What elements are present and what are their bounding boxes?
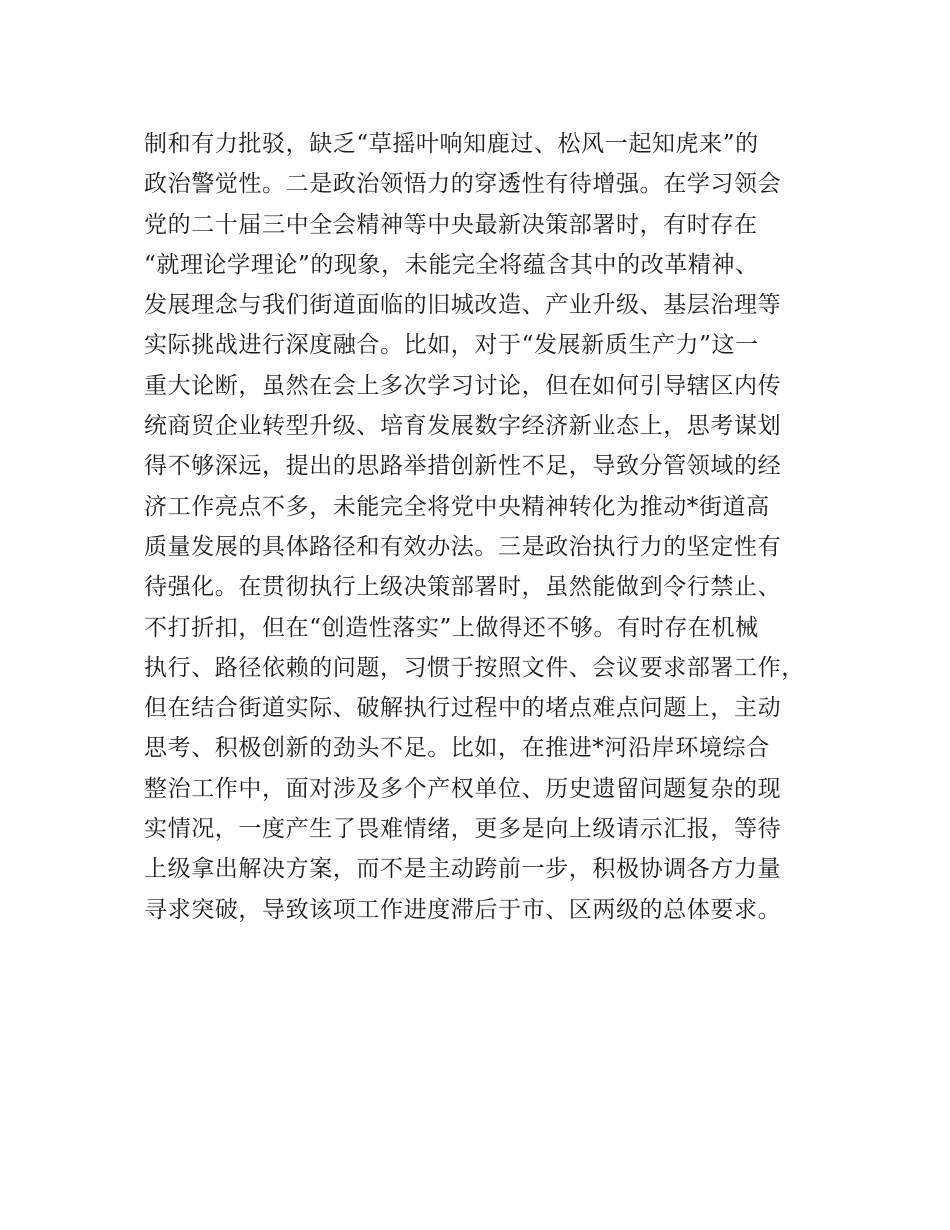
- text-line-7: 重大论断，虽然在会上多次学习讨论，但在如何引导辖区内传: [144, 372, 782, 399]
- text-line-2: 政治警觉性。二是政治领悟力的穿透性有待增强。在学习领会: [144, 171, 782, 198]
- text-line-19: 上级拿出解决方案，而不是主动跨前一步，积极协调各方力量: [144, 856, 782, 883]
- text-line-14: 执行、路径依赖的问题，习惯于按照文件、会议要求部署工作，: [144, 654, 805, 681]
- text-line-16: 思考、积极创新的劲头不足。比如，在推进*河沿岸环境综合: [144, 735, 770, 762]
- text-line-3: 党的二十届三中全会精神等中央最新决策部署时，有时存在: [144, 211, 758, 238]
- text-line-6: 实际挑战进行深度融合。比如，对于“发展新质生产力”这一: [144, 332, 759, 359]
- text-line-18: 实情况，一度产生了畏难情绪，更多是向上级请示汇报，等待: [144, 816, 782, 843]
- body-paragraph: [144, 124, 844, 930]
- text-line-8: 统商贸企业转型升级、培育发展数字经济新业态上，思考谋划: [144, 413, 782, 440]
- text-line-15: 但在结合街道实际、破解执行过程中的堵点难点问题上，主动: [144, 695, 782, 722]
- text-line-1: 制和有力批驳，缺乏“草摇叶响知鹿过、松风一起知虎来”的: [144, 131, 759, 157]
- text-line-12: 待强化。在贯彻执行上级决策部署时，虽然能做到令行禁止、: [144, 574, 782, 601]
- text-line-20: 寻求突破，导致该项工作进度滞后于市、区两级的总体要求。: [144, 896, 782, 923]
- text-line-10: 济工作亮点不多，未能完全将党中央精神转化为推动*街道高: [144, 493, 770, 520]
- text-line-4: “就理论学理论”的现象，未能完全将蕴含其中的改革精神、: [144, 251, 759, 278]
- text-line-17: 整治工作中，面对涉及多个产权单位、历史遗留问题复杂的现: [144, 775, 782, 802]
- text-line-5: 发展理念与我们街道面临的旧城改造、产业升级、基层治理等: [144, 292, 782, 319]
- text-line-11: 质量发展的具体路径和有效办法。三是政治执行力的坚定性有: [144, 533, 782, 560]
- text-line-13: 不打折扣，但在“创造性落实”上做得还不够。有时存在机械: [144, 614, 759, 641]
- text-line-9: 得不够深远，提出的思路举措创新性不足，导致分管领域的经: [144, 453, 782, 480]
